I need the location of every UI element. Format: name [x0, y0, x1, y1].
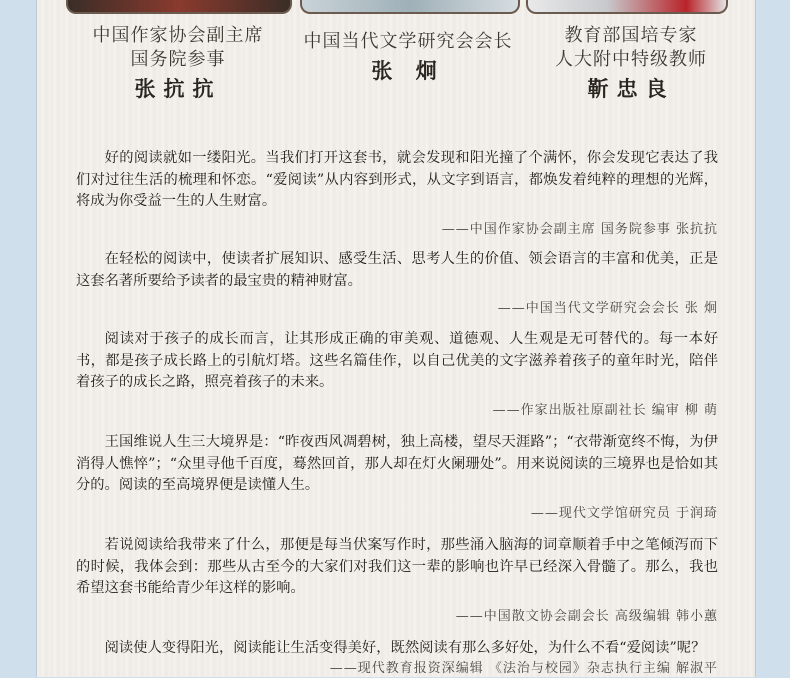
quote-text: 王国维说人生三大境界是：“昨夜西风凋碧树，独上高楼，望尽天涯路”；“衣带渐宽终不悔，为伊消得人憔悴”；“众里寻他千百度，蓦然回首，那人却在灯火阑珊处”。用来说阅读的三境界也是恰如其分的。阅读的至高境界便是读懂人生。	[76, 434, 718, 493]
quote-block	[76, 432, 718, 524]
quote-block	[76, 329, 718, 421]
quote-source: ——作家出版社原副社长 编审 柳 萌	[492, 402, 718, 418]
quote-block	[76, 535, 718, 627]
portrait-photo-zhang-kangkang	[66, 0, 292, 14]
caption-title-line: 中国作家协会副主席	[92, 25, 264, 46]
quote-text: 阅读对于孩子的成长而言，让其形成正确的审美观、道德观、人生观是无可替代的。每一本好书，都是孩子成长路上的引航灯塔。这些名篇佳作，以自己优美的文字滋养着孩子的童年时光，陪伴着孩子的成长之路，照亮着孩子的未来。	[76, 331, 718, 390]
portrait-photo-zhang-jiong	[300, 0, 520, 14]
quote-block	[76, 638, 718, 678]
portrait-strip	[64, 0, 728, 14]
quote-block	[76, 249, 718, 319]
quote-block	[76, 148, 718, 240]
caption-zhang-jiong	[292, 30, 524, 86]
caption-name: 张抗抗	[134, 76, 222, 101]
caption-jin-zhongliang	[540, 24, 722, 104]
caption-zhang-kangkang	[72, 24, 284, 104]
quote-source: ——中国散文协会副会长 高级编辑 韩小蕙	[455, 608, 718, 624]
caption-name: 靳忠良	[587, 76, 675, 101]
caption-title-line: 国务院参事	[130, 49, 226, 70]
caption-title-line: 人大附中特级教师	[555, 49, 707, 70]
quote-source: ——现代教育报资深编辑 《法治与校园》杂志执行主编 解淑平	[329, 660, 718, 676]
quote-source: ——中国作家协会副主席 国务院参事 张抗抗	[441, 221, 718, 237]
caption-title-line: 教育部国培专家	[564, 25, 698, 46]
quote-text: 阅读使人变得阳光，阅读能让生活变得美好，既然阅读有那么多好处，为什么不看“爱阅读”呢？	[104, 640, 706, 656]
caption-name: 张 炯	[371, 58, 445, 83]
caption-title-line: 中国当代文学研究会会长	[303, 31, 513, 52]
portrait-photo-jin-zhongliang	[526, 0, 728, 14]
quote-text: 好的阅读就如一缕阳光。当我们打开这套书，就会发现和阳光撞了个满怀，你会发现它表达了我们对过往生活的梳理和怀恋。“爱阅读”从内容到形式，从文字到语言，都焕发着纯粹的理想的光辉，将成为你受益一生的人生财富。	[76, 150, 718, 209]
quote-text: 若说阅读给我带来了什么，那便是每当伏案写作时，那些涌入脑海的词章顺着手中之笔倾泻而下的时候，我体会到：那些从古至今的大家们对我们这一辈的影响也许早已经深入骨髓了。那么，我也希望这套书能给青少年这样的影响。	[76, 537, 718, 596]
quote-text: 在轻松的阅读中，使读者扩展知识、感受生活、思考人生的价值、领会语言的丰富和优美，正是这套名著所要给予读者的最宝贵的精神财富。	[76, 251, 718, 289]
quote-source: ——中国当代文学研究会会长 张 炯	[497, 301, 718, 316]
quote-source: ——现代文学馆研究员 于润琦	[530, 505, 718, 521]
